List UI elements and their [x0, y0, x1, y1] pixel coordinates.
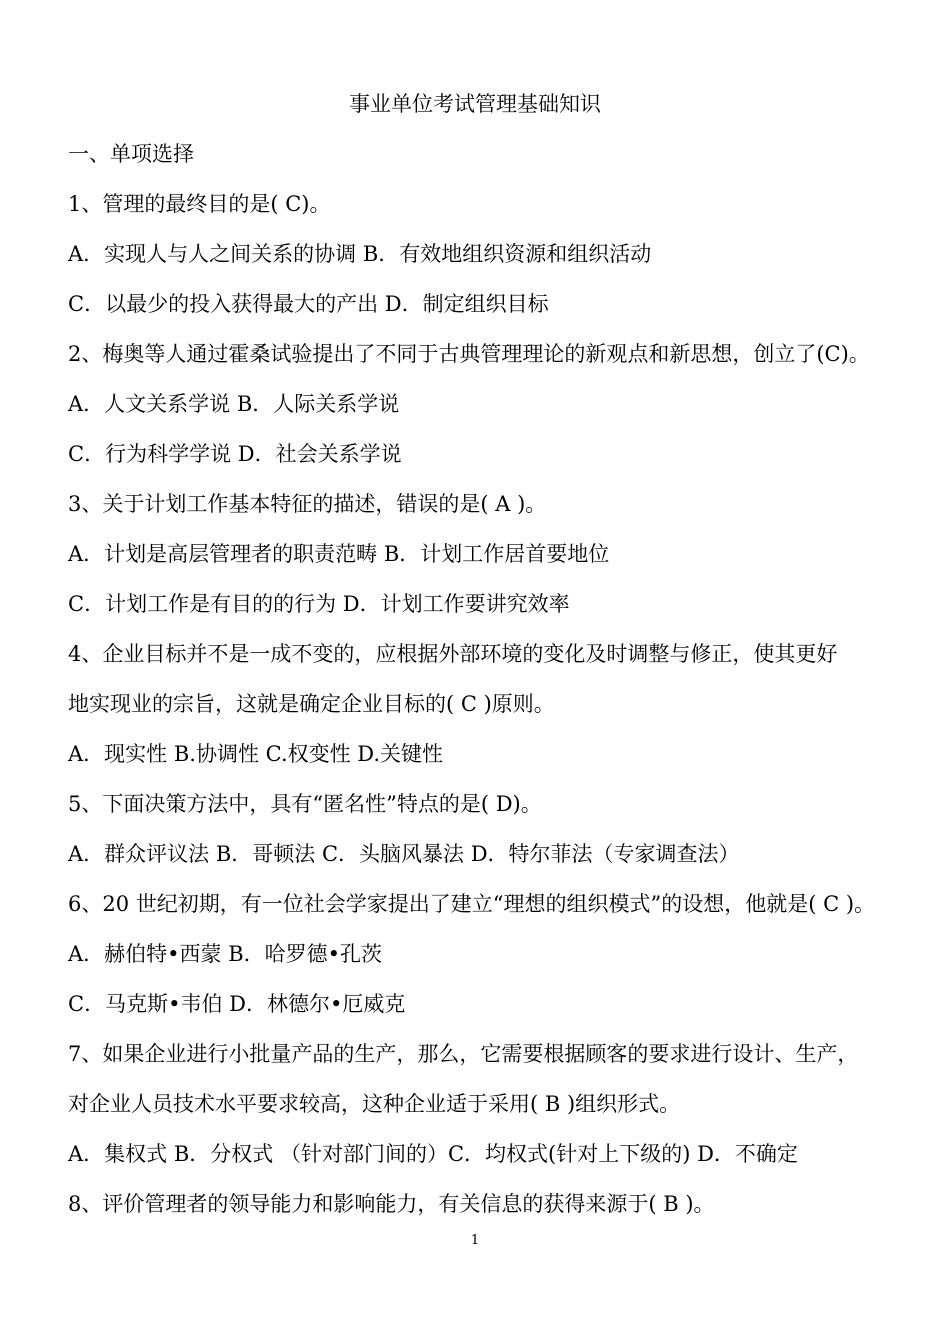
- question-6: 6、20 世纪初期，有一位社会学家提出了建立“理想的组织模式”的设想，他就是( C )。: [68, 892, 876, 916]
- question-3: 3、关于计划工作基本特征的描述，错误的是( A )。: [68, 492, 547, 516]
- question-4: 4、企业目标并不是一成不变的，应根据外部环境的变化及时调整与修正，使其更好: [68, 642, 838, 666]
- question-6-options-cd: C．马克斯•韦伯 D．林德尔•厄威克: [68, 992, 406, 1016]
- question-1: 1、管理的最终目的是( C)。: [68, 192, 331, 216]
- question-2: 2、梅奥等人通过霍桑试验提出了不同于古典管理理论的新观点和新思想，创立了(C)。: [68, 342, 870, 366]
- question-7: 7、如果企业进行小批量产品的生产，那么，它需要根据顾客的要求进行设计、生产，: [68, 1042, 859, 1066]
- question-7-options: A．集权式 B．分权式 （针对部门间的）C．均权式(针对上下级的) D．不确定: [68, 1142, 798, 1166]
- question-8: 8、评价管理者的领导能力和影响能力，有关信息的获得来源于( B )。: [68, 1192, 715, 1216]
- page-number: 1: [470, 1233, 480, 1248]
- question-3-options-cd: C．计划工作是有目的的行为 D．计划工作要讲究效率: [68, 592, 570, 616]
- section-heading: 一、单项选择: [68, 142, 194, 166]
- question-2-options-cd: C．行为科学学说 D．社会关系学说: [68, 442, 402, 466]
- question-2-options-ab: A．人文关系学说 B．人际关系学说: [68, 392, 400, 416]
- question-4-continued: 地实现业的宗旨，这就是确定企业目标的( C )原则。: [68, 692, 555, 716]
- question-3-options-ab: A．计划是高层管理者的职责范畴 B．计划工作居首要地位: [68, 542, 610, 566]
- question-1-options-ab: A．实现人与人之间关系的协调 B．有效地组织资源和组织活动: [68, 242, 652, 266]
- document-title: 事业单位考试管理基础知识: [349, 92, 601, 116]
- question-4-options: A．现实性 B.协调性 C.权变性 D.关键性: [68, 742, 444, 766]
- question-5: 5、下面决策方法中，具有“匿名性”特点的是( D)。: [68, 792, 542, 816]
- question-5-options: A．群众评议法 B．哥顿法 C．头脑风暴法 D．特尔菲法（专家调查法）: [68, 842, 740, 866]
- question-6-options-ab: A．赫伯特•西蒙 B．哈罗德•孔茨: [68, 942, 383, 966]
- question-1-options-cd: C．以最少的投入获得最大的产出 D．制定组织目标: [68, 292, 549, 316]
- question-7-continued: 对企业人员技术水平要求较高，这种企业适于采用( B )组织形式。: [68, 1092, 681, 1116]
